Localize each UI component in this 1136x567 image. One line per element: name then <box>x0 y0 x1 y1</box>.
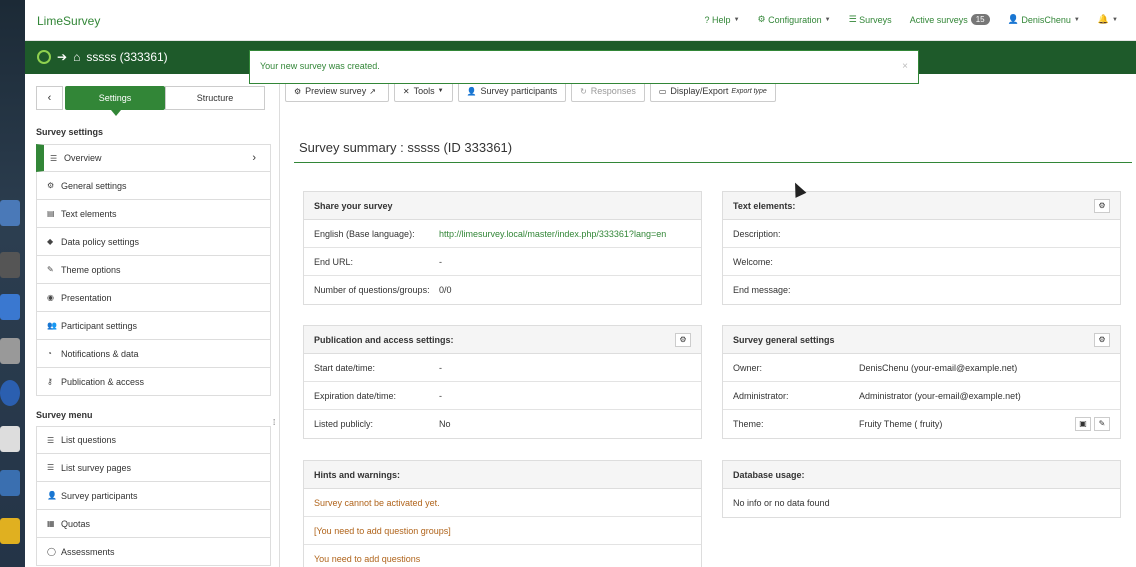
sidebar-item-presentation[interactable] <box>36 284 271 312</box>
sidebar-item-quotas[interactable] <box>36 510 271 538</box>
notifications-menu[interactable] <box>1098 14 1118 25</box>
chevron-left-icon: ‹ <box>47 92 52 104</box>
list-icon: ☰ <box>50 153 58 163</box>
top-navbar <box>25 0 1136 41</box>
sidebar-item-label: Presentation <box>61 292 112 303</box>
notification-text: Your new survey was created. <box>260 61 380 71</box>
list-icon: ☰ <box>848 14 860 24</box>
sidebar-item-survey-participants[interactable] <box>36 482 271 510</box>
gears-icon: ⚙ <box>1098 335 1106 344</box>
sidebar-item-overview[interactable] <box>36 144 271 172</box>
chevron-right-icon: › <box>252 152 256 164</box>
dock-app-icon[interactable] <box>0 294 20 320</box>
row-label: Theme: <box>733 419 764 429</box>
tasks-icon: ▦ <box>47 519 55 528</box>
arrow-right-icon: ➔ <box>57 50 68 64</box>
caret-icon: ▼ <box>733 16 740 23</box>
tools-label: Tools <box>413 86 435 96</box>
collapse-sidebar-button[interactable] <box>36 86 63 110</box>
desktop-dock <box>0 0 25 567</box>
panel-row <box>723 220 1120 248</box>
row-value: DenisChenu (your-email@example.net) <box>859 362 1018 373</box>
sidebar-item-general-settings[interactable] <box>36 172 271 200</box>
row-value: - <box>439 390 442 401</box>
surveys-label: Surveys <box>859 14 892 25</box>
dock-app-icon[interactable] <box>0 426 20 452</box>
key-icon: ⚷ <box>47 377 53 386</box>
user-label: DenisChenu <box>1021 14 1071 25</box>
row-label: Administrator: <box>733 390 789 401</box>
tab-settings[interactable]: Settings <box>65 86 165 110</box>
active-surveys-label: Active surveys <box>909 14 968 25</box>
survey-url-link[interactable]: http://limesurvey.local/master/index.php/333361?lang=en <box>439 228 667 239</box>
cog-icon: ⚙ <box>294 86 302 96</box>
question-circle-icon: ? <box>704 14 713 25</box>
sidebar-item-label: Notifications & data <box>61 348 139 359</box>
sidebar-item-label: Survey participants <box>61 490 138 501</box>
help-menu[interactable] <box>705 15 740 25</box>
share-survey-panel <box>303 191 702 305</box>
caret-icon: ▼ <box>824 16 831 23</box>
title-divider <box>294 162 1132 163</box>
row-value: Fruity Theme ( fruity) <box>859 419 943 429</box>
survey-menu-title: Survey menu <box>36 410 93 420</box>
drag-handle-icon[interactable]: ⁞ <box>273 418 276 427</box>
export-type-label: Export type <box>731 87 767 95</box>
sidebar-item-notifications-data[interactable] <box>36 340 271 368</box>
dock-app-icon[interactable] <box>0 200 20 226</box>
panel-row: No info or no data found <box>733 498 830 508</box>
theme-edit-icon[interactable]: ✎ <box>1094 417 1110 431</box>
panel-row <box>723 354 1120 382</box>
sidebar-item-assessments[interactable] <box>36 538 271 566</box>
settings-menu <box>36 144 271 396</box>
panel-header <box>723 192 1120 220</box>
sidebar-item-label: Quotas <box>61 518 91 529</box>
row-label: Number of questions/groups: <box>314 285 430 295</box>
panel-row <box>304 248 701 276</box>
warning-row: [You need to add question groups] <box>304 517 701 545</box>
list-icon: ☰ <box>47 463 55 472</box>
theme-actions <box>1075 417 1110 431</box>
user-icon: 👤 <box>1007 14 1022 24</box>
row-label: End URL: <box>314 256 354 267</box>
close-icon[interactable]: × <box>902 61 908 72</box>
gears-icon: ⚙ <box>1098 201 1106 210</box>
row-label: Expiration date/time: <box>314 390 397 401</box>
external-link-icon: ↗ <box>369 86 376 96</box>
shield-icon: ◆ <box>47 237 54 246</box>
row-label: Listed publicly: <box>314 419 374 429</box>
panel-row <box>723 248 1120 276</box>
row-value: 0/0 <box>439 285 452 295</box>
publication-panel <box>303 325 702 439</box>
sidebar-tabs <box>36 86 266 110</box>
sidebar-item-publication-access[interactable] <box>36 368 271 396</box>
row-label: English (Base language): <box>314 228 415 239</box>
gears-icon: ⚙ <box>47 181 55 190</box>
help-label: Help <box>712 14 731 25</box>
page-title: Survey summary : sssss (ID 333361) <box>299 140 513 155</box>
list-icon: ☰ <box>47 435 55 445</box>
active-surveys-link[interactable] <box>910 14 990 25</box>
warning-row: Survey cannot be activated yet. <box>304 489 701 517</box>
dock-app-icon[interactable] <box>0 252 20 278</box>
feed-icon: ◔ <box>47 349 52 358</box>
participants-label: Survey participants <box>480 86 558 96</box>
users-icon: 👥 <box>47 321 57 330</box>
sidebar <box>36 74 271 567</box>
hints-warnings-panel <box>303 460 702 567</box>
preview-label: Preview survey <box>305 86 367 96</box>
home-icon: ⌂ <box>73 50 81 64</box>
user-icon: 👤 <box>47 491 57 500</box>
sidebar-item-participant-settings[interactable] <box>36 312 271 340</box>
panel-row <box>304 220 701 248</box>
panel-title: Survey general settings <box>733 335 835 345</box>
panel-row <box>304 382 701 410</box>
bell-icon: 🔔 <box>1097 14 1110 24</box>
database-usage-panel <box>722 460 1121 518</box>
tab-structure[interactable]: Structure <box>165 86 265 110</box>
panel-row <box>304 354 701 382</box>
sidebar-item-label: General settings <box>61 180 127 191</box>
dock-app-icon[interactable] <box>0 518 20 544</box>
panel-row <box>304 276 701 304</box>
panel-row <box>723 410 1120 438</box>
navbar-menu <box>705 14 1136 25</box>
panel-title: Publication and access settings: <box>314 335 454 345</box>
limesurvey-logo-icon[interactable] <box>37 50 51 64</box>
dock-app-icon[interactable] <box>0 470 20 496</box>
survey-menu <box>36 426 271 566</box>
text-elements-panel <box>722 191 1121 305</box>
breadcrumb <box>37 50 168 64</box>
brand-logo[interactable]: LimeSurvey <box>37 14 101 28</box>
panel-title: Hints and warnings: <box>304 461 701 489</box>
sidebar-item-label: Theme options <box>61 264 121 275</box>
sidebar-item-label: Data policy settings <box>61 236 140 247</box>
active-surveys-badge: 15 <box>971 14 990 25</box>
sidebar-item-text-elements[interactable] <box>36 200 271 228</box>
caret-icon: ▼ <box>437 88 444 94</box>
row-value: Administrator (your-email@example.net) <box>859 390 1021 401</box>
panel-title: Share your survey <box>304 192 701 220</box>
configuration-label: Configuration <box>768 14 822 25</box>
responses-label: Responses <box>590 86 636 96</box>
sidebar-item-label: Participant settings <box>61 320 138 331</box>
user-menu[interactable] <box>1008 14 1080 25</box>
warning-row: You need to add questions <box>314 554 421 564</box>
edit-general-settings-button[interactable] <box>1094 333 1110 347</box>
row-value: - <box>439 362 442 373</box>
row-label: Start date/time: <box>314 362 376 373</box>
sidebar-item-data-policy-settings[interactable] <box>36 228 271 256</box>
dock-app-icon[interactable] <box>0 380 20 406</box>
panel-row <box>304 410 701 438</box>
sidebar-item-list-survey-pages[interactable] <box>36 454 271 482</box>
sidebar-item-label: Text elements <box>61 208 117 219</box>
success-notification <box>249 50 919 84</box>
panel-title: Database usage: <box>723 461 1120 489</box>
dock-app-icon[interactable] <box>0 338 20 364</box>
panel-header <box>304 326 701 354</box>
panel-header <box>723 326 1120 354</box>
sidebar-item-label: List survey pages <box>61 462 132 473</box>
panel-row <box>723 276 1120 304</box>
wrench-icon: ✕ <box>402 86 410 96</box>
theme-preview-icon[interactable]: ▣ <box>1075 417 1091 431</box>
breadcrumb-survey[interactable]: sssss (333361) <box>86 50 168 64</box>
sidebar-item-label: Assessments <box>61 546 115 557</box>
row-label: Owner: <box>733 362 763 373</box>
panel-row <box>723 382 1120 410</box>
gears-icon: ⚙ <box>757 14 769 24</box>
configuration-menu[interactable] <box>758 14 831 25</box>
sidebar-item-label: Publication & access <box>61 376 145 387</box>
caret-icon: ▼ <box>1112 16 1118 23</box>
gears-icon: ⚙ <box>679 335 687 344</box>
row-value: - <box>439 256 442 267</box>
display-export-label: Display/Export <box>670 86 729 96</box>
sidebar-item-list-questions[interactable] <box>36 426 271 454</box>
row-label: Welcome: <box>733 256 773 267</box>
caret-icon: ▼ <box>1073 16 1080 23</box>
sidebar-item-label: Overview <box>64 153 102 163</box>
sidebar-item-theme-options[interactable] <box>36 256 271 284</box>
sidebar-item-label: List questions <box>61 435 117 445</box>
refresh-icon: ↻ <box>580 86 587 96</box>
general-settings-panel <box>722 325 1121 439</box>
comment-icon: ◯ <box>47 547 56 556</box>
edit-text-elements-button[interactable] <box>1094 199 1110 213</box>
user-icon: 👤 <box>466 86 477 96</box>
folder-icon: ▭ <box>658 86 667 96</box>
paintbrush-icon: ✎ <box>47 265 54 274</box>
row-label: End message: <box>733 285 791 295</box>
row-label: Description: <box>733 228 781 239</box>
survey-settings-title: Survey settings <box>36 127 104 137</box>
surveys-link[interactable] <box>849 14 892 25</box>
file-text-icon: ▤ <box>47 209 55 218</box>
edit-publication-button[interactable] <box>675 333 691 347</box>
eye-icon: ◉ <box>47 293 54 302</box>
sidebar-splitter[interactable] <box>279 74 280 567</box>
panel-title: Text elements: <box>733 201 796 211</box>
row-value: No <box>439 419 451 429</box>
